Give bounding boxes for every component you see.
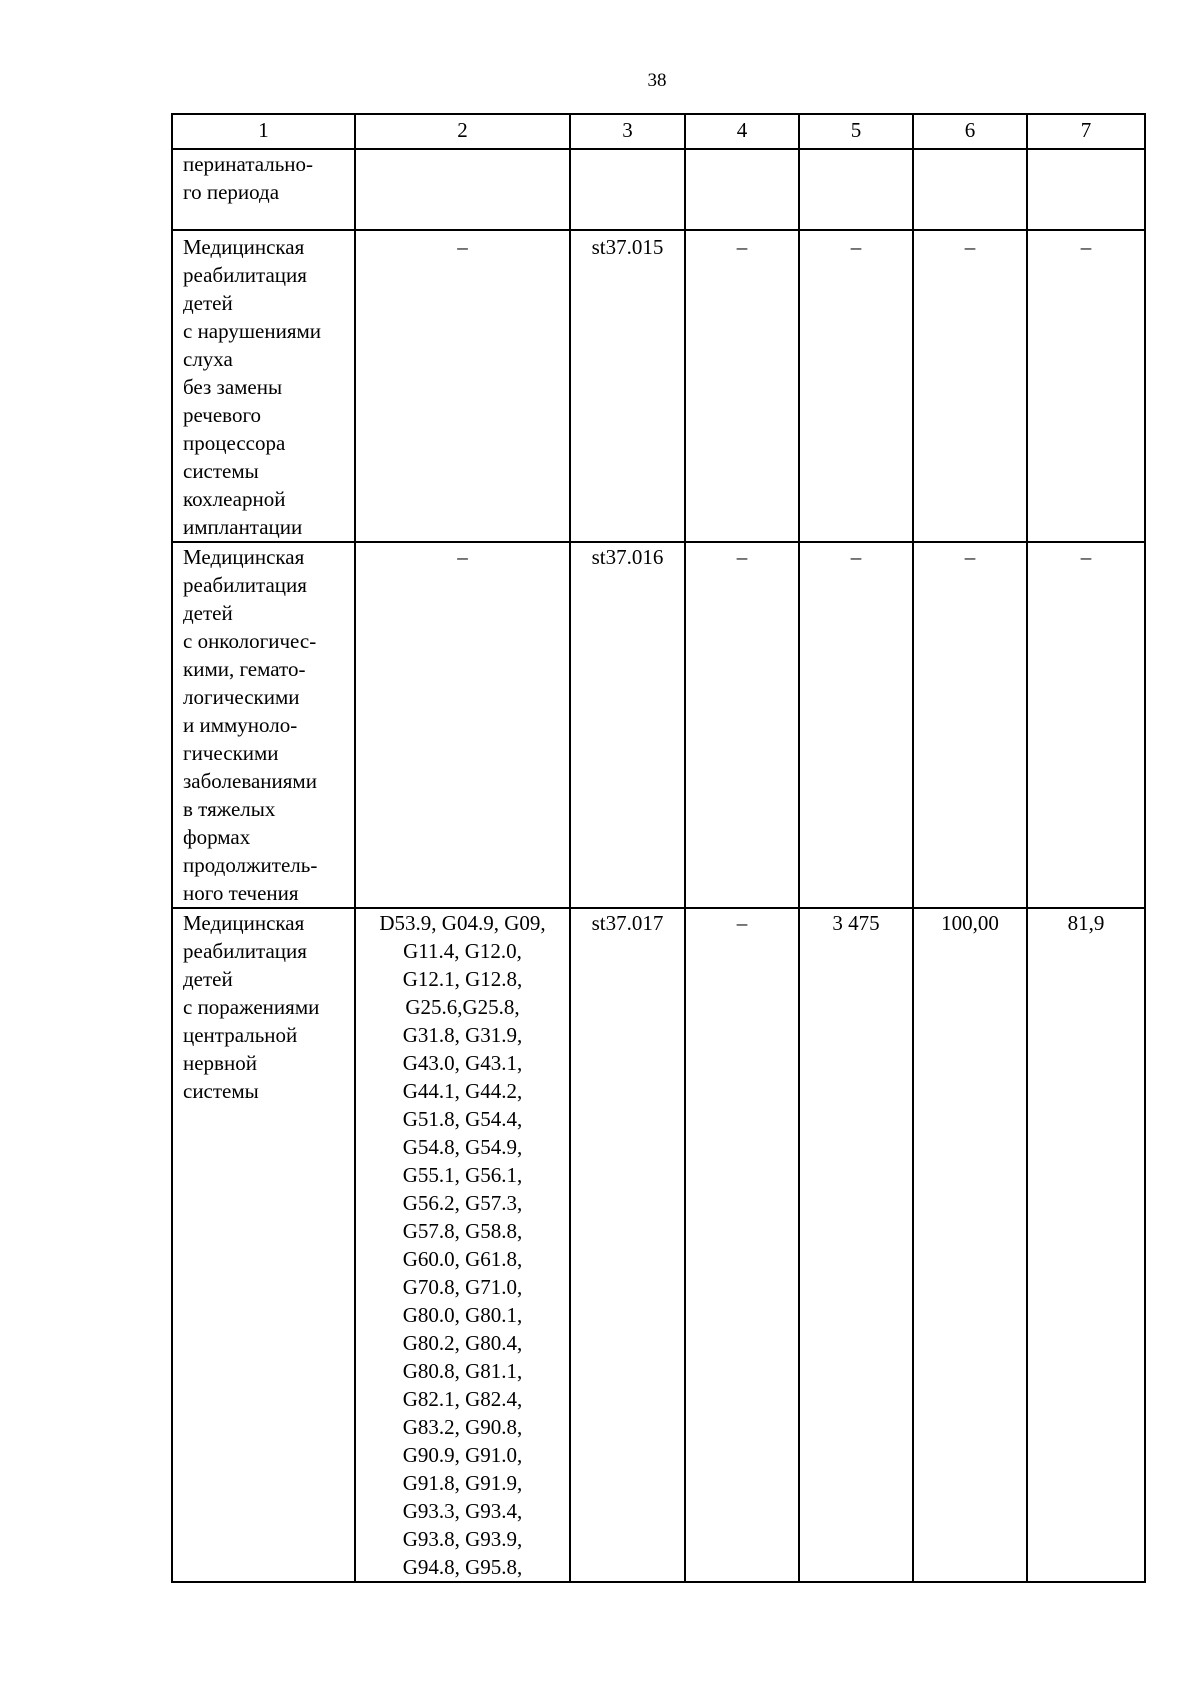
name-line: и иммуноло- bbox=[183, 713, 298, 737]
value-cell-6: – bbox=[913, 230, 1027, 542]
column-header-3: 3 bbox=[570, 114, 685, 149]
name-line: ного течения bbox=[183, 881, 299, 905]
codes-line: G55.1, G56.1, bbox=[402, 1163, 523, 1187]
column-header-5: 5 bbox=[799, 114, 913, 149]
name-line: формах bbox=[183, 825, 251, 849]
name-line: слуха bbox=[183, 347, 233, 371]
codes-line: – bbox=[457, 235, 468, 259]
table-row bbox=[172, 149, 1145, 230]
value-cell-7: – bbox=[1027, 542, 1145, 908]
value-cell-7: – bbox=[1027, 230, 1145, 542]
codes-line: G70.8, G71.0, bbox=[402, 1275, 523, 1299]
group-code-cell: st37.015 bbox=[570, 230, 685, 542]
group-code-cell: st37.017 bbox=[570, 908, 685, 1582]
codes-line: G54.8, G54.9, bbox=[402, 1135, 523, 1159]
value-cell-6 bbox=[913, 149, 1027, 230]
page-number: 38 bbox=[647, 70, 667, 91]
value-cell-5: 3 475 bbox=[799, 908, 913, 1582]
codes-line: G44.1, G44.2, bbox=[402, 1079, 523, 1103]
codes-line: G94.8, G95.8, bbox=[402, 1555, 523, 1579]
name-line: Медицинская bbox=[183, 545, 305, 569]
codes-line: G80.2, G80.4, bbox=[402, 1331, 523, 1355]
tariff-table bbox=[171, 113, 1146, 1583]
column-header-7: 7 bbox=[1027, 114, 1145, 149]
name-line: перинатально- bbox=[183, 152, 314, 176]
name-line: с онкологичес- bbox=[183, 629, 317, 653]
name-line: с поражениями bbox=[183, 995, 320, 1019]
codes-line: – bbox=[457, 545, 468, 569]
name-line: детей bbox=[183, 291, 233, 315]
name-line: без замены bbox=[183, 375, 283, 399]
value-cell-7 bbox=[1027, 149, 1145, 230]
codes-line: G43.0, G43.1, bbox=[402, 1051, 523, 1075]
row-name-cell bbox=[172, 230, 355, 542]
table-header-row bbox=[172, 114, 1145, 149]
codes-line: G11.4, G12.0, bbox=[403, 939, 522, 963]
group-code-cell: st37.016 bbox=[570, 542, 685, 908]
column-header-2: 2 bbox=[355, 114, 570, 149]
value-cell-5 bbox=[799, 149, 913, 230]
codes-line: D53.9, G04.9, G09, bbox=[379, 911, 546, 935]
codes-line: G82.1, G82.4, bbox=[402, 1387, 523, 1411]
name-line: нервной bbox=[183, 1051, 257, 1075]
value-cell-4 bbox=[685, 149, 799, 230]
value-cell-4: – bbox=[685, 908, 799, 1582]
column-header-1: 1 bbox=[172, 114, 355, 149]
name-line: го периода bbox=[183, 180, 280, 204]
column-header-6: 6 bbox=[913, 114, 1027, 149]
value-cell-6: – bbox=[913, 542, 1027, 908]
name-line: кими, гемато- bbox=[183, 657, 306, 681]
name-line: процессора bbox=[183, 431, 286, 455]
name-line: центральной bbox=[183, 1023, 298, 1047]
table-row bbox=[172, 542, 1145, 908]
row-name-cell bbox=[172, 542, 355, 908]
codes-line: G80.0, G80.1, bbox=[402, 1303, 523, 1327]
value-cell-4: – bbox=[685, 230, 799, 542]
codes-line: G31.8, G31.9, bbox=[402, 1023, 523, 1047]
codes-line: G51.8, G54.4, bbox=[402, 1107, 523, 1131]
table-row bbox=[172, 230, 1145, 542]
table-row bbox=[172, 908, 1145, 1582]
value-cell-5: – bbox=[799, 542, 913, 908]
name-line: реабилитация bbox=[183, 263, 307, 287]
row-name-cell bbox=[172, 908, 355, 1582]
codes-line: G56.2, G57.3, bbox=[402, 1191, 523, 1215]
column-header-4: 4 bbox=[685, 114, 799, 149]
name-line: в тяжелых bbox=[183, 797, 276, 821]
codes-line: G90.9, G91.0, bbox=[402, 1443, 523, 1467]
name-line: реабилитация bbox=[183, 939, 307, 963]
name-line: кохлеарной bbox=[183, 487, 286, 511]
row-name-cell bbox=[172, 149, 355, 230]
codes-line: G57.8, G58.8, bbox=[402, 1219, 523, 1243]
value-cell-4: – bbox=[685, 542, 799, 908]
name-line: имплантации bbox=[183, 515, 303, 539]
name-line: продолжитель- bbox=[183, 853, 318, 877]
diagnosis-codes-cell bbox=[355, 542, 570, 908]
value-cell-7: 81,9 bbox=[1027, 908, 1145, 1582]
diagnosis-codes-cell bbox=[355, 230, 570, 542]
name-line: системы bbox=[183, 459, 259, 483]
diagnosis-codes-cell bbox=[355, 149, 570, 230]
name-line: с нарушениями bbox=[183, 319, 322, 343]
codes-line: G91.8, G91.9, bbox=[402, 1471, 523, 1495]
name-line: гическими bbox=[183, 741, 279, 765]
codes-line: G25.6,G25.8, bbox=[405, 995, 520, 1019]
name-line: детей bbox=[183, 601, 233, 625]
name-line: Медицинская bbox=[183, 911, 305, 935]
name-line: детей bbox=[183, 967, 233, 991]
name-line: Медицинская bbox=[183, 235, 305, 259]
codes-line: G93.3, G93.4, bbox=[402, 1499, 523, 1523]
value-cell-5: – bbox=[799, 230, 913, 542]
name-line: реабилитация bbox=[183, 573, 307, 597]
name-line: речевого bbox=[183, 403, 262, 427]
codes-line: G93.8, G93.9, bbox=[402, 1527, 523, 1551]
value-cell-6: 100,00 bbox=[913, 908, 1027, 1582]
group-code-cell bbox=[570, 149, 685, 230]
name-line: заболеваниями bbox=[183, 769, 317, 793]
codes-line: G12.1, G12.8, bbox=[402, 967, 523, 991]
diagnosis-codes-cell bbox=[355, 908, 570, 1582]
codes-line: G80.8, G81.1, bbox=[402, 1359, 523, 1383]
name-line: системы bbox=[183, 1079, 259, 1103]
codes-line: G83.2, G90.8, bbox=[402, 1415, 523, 1439]
codes-line: G60.0, G61.8, bbox=[402, 1247, 523, 1271]
name-line: логическими bbox=[183, 685, 300, 709]
